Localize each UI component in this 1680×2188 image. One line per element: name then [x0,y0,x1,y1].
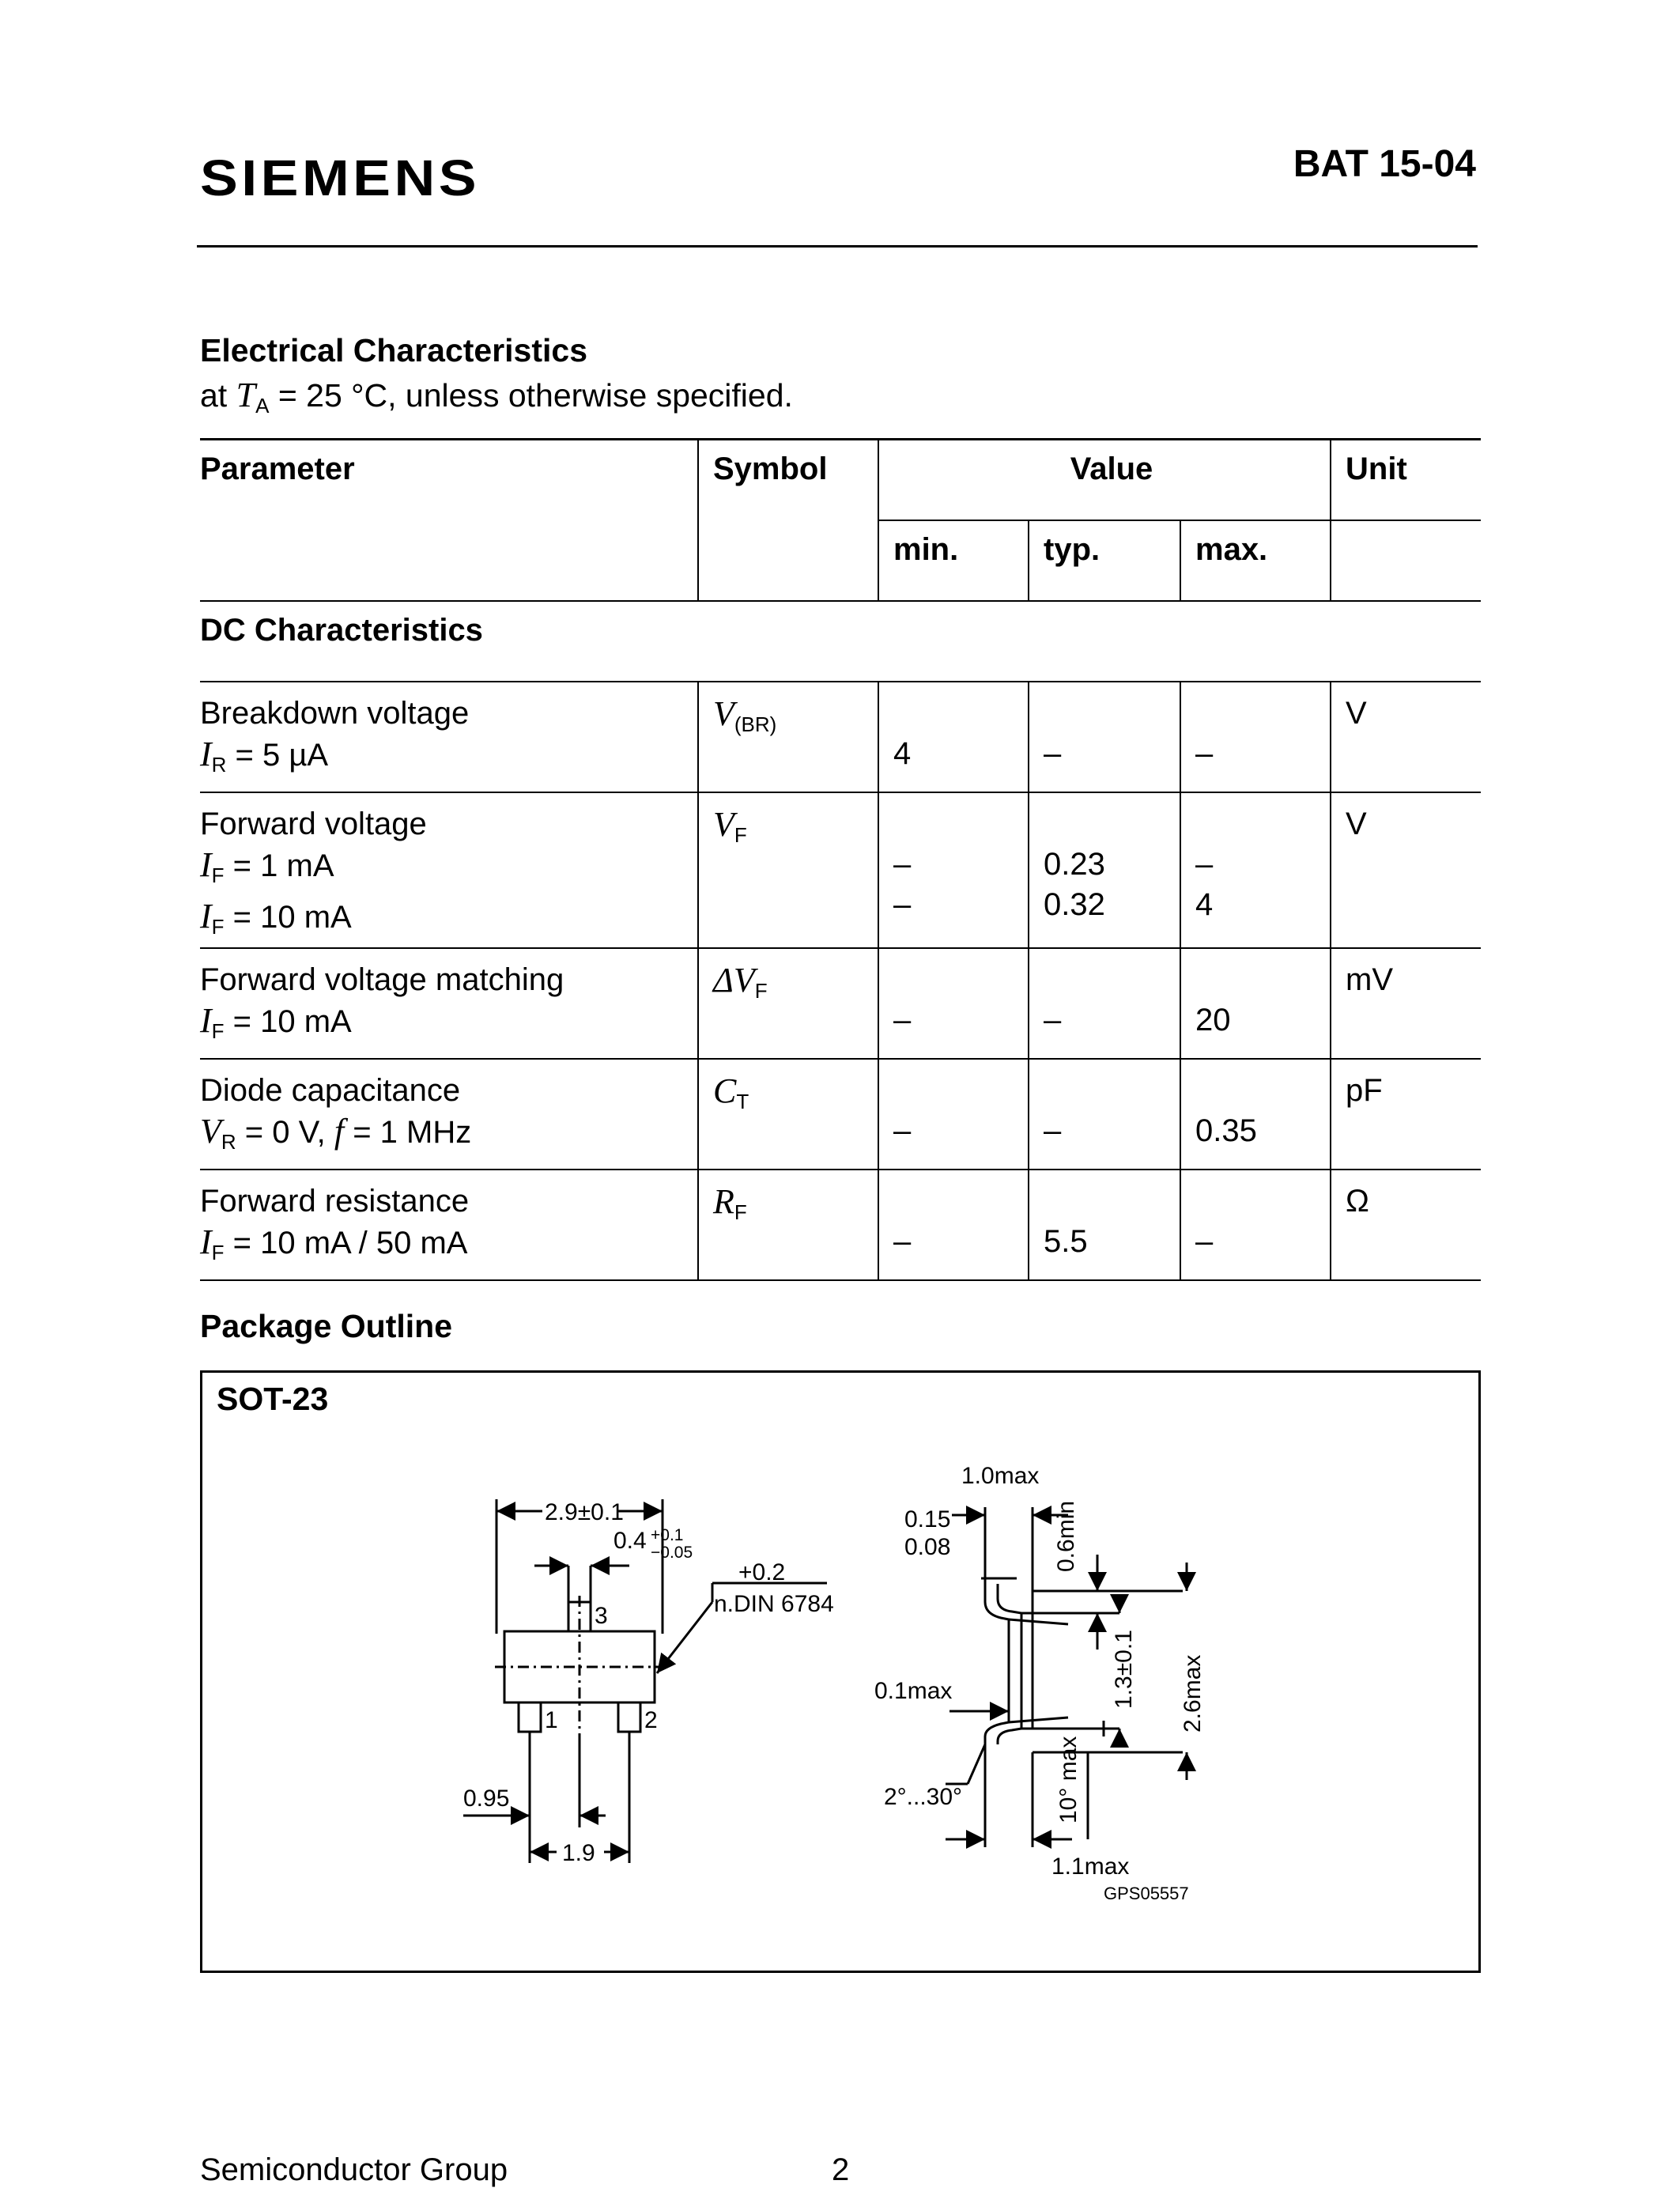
svg-text:1.0max: 1.0max [961,1463,1040,1489]
svg-text:−0.05: −0.05 [651,1544,693,1562]
svg-text:0.08: 0.08 [904,1534,951,1560]
col-value: Value [878,440,1331,521]
svg-text:0.4: 0.4 [613,1528,647,1554]
package-name: SOT-23 [217,1381,329,1417]
table-row: Forward voltage $I_F = 1$ mA $I_F = 10$ mA $V_F$ – – 0.23 0.32 – 4 V [200,792,1481,948]
svg-text:1.3±0.1: 1.3±0.1 [1111,1630,1137,1709]
table-row: Diode capacitance $V_R = 0$ V, f = 1 MHz $C_T$ – – 0.35 pF [200,1059,1481,1170]
header-divider [197,245,1478,248]
svg-text:0.15: 0.15 [904,1506,951,1532]
table-row: Forward resistance $I_F = 10$ mA / 50 mA $R_F$ – 5.5 – Ω [200,1170,1481,1280]
electrical-condition: at TA = 25 °C, unless otherwise specified. [200,376,793,418]
col-parameter: Parameter [200,440,698,521]
footer-page-number: 2 [832,2152,850,2187]
svg-text:+0.1: +0.1 [651,1526,684,1544]
svg-text:1.1max: 1.1max [1051,1854,1130,1880]
svg-text:GPS05557: GPS05557 [1104,1884,1189,1903]
col-min: min. [878,520,1029,601]
electrical-title: Electrical Characteristics [200,332,587,368]
svg-text:0.6min: 0.6min [1053,1500,1079,1572]
svg-text:3: 3 [595,1603,608,1629]
svg-text:2.6max: 2.6max [1180,1654,1206,1733]
svg-text:2: 2 [644,1707,658,1733]
package-box [200,1370,1481,1973]
svg-text:0.1max: 0.1max [874,1678,953,1704]
svg-text:n.DIN 6784: n.DIN 6784 [714,1591,834,1617]
part-number: BAT 15-04 [1293,143,1476,185]
footer-company: Semiconductor Group [200,2152,508,2187]
siemens-logo: SIEMENS [200,149,480,206]
side-view-labels [874,1463,1206,1903]
col-typ: typ. [1029,520,1180,601]
svg-text:2.9±0.1: 2.9±0.1 [545,1499,624,1525]
col-symbol: Symbol [698,440,878,521]
svg-text:1.9: 1.9 [562,1840,595,1866]
svg-text:0.95: 0.95 [463,1786,510,1812]
svg-text:2°...30°: 2°...30° [884,1784,963,1810]
svg-text:+0.2: +0.2 [738,1559,786,1585]
svg-text:1: 1 [545,1707,558,1733]
package-title: Package Outline [200,1308,453,1344]
electrical-table [200,438,1481,1281]
svg-text:10° max: 10° max [1055,1736,1082,1823]
top-view-labels [463,1499,834,1866]
col-max: max. [1180,520,1331,601]
table-row: Breakdown voltage $I_R = 5$ µA $V_{(BR)}$ 4 – – V [200,682,1481,792]
section-dc: DC Characteristics [200,601,1481,682]
table-row: Forward voltage matching $I_F = 10$ mA $\Delta V_F$ – – 20 mV [200,948,1481,1059]
col-unit: Unit [1331,440,1481,521]
package-drawing [202,1373,1478,1971]
top-view [463,1499,827,1863]
